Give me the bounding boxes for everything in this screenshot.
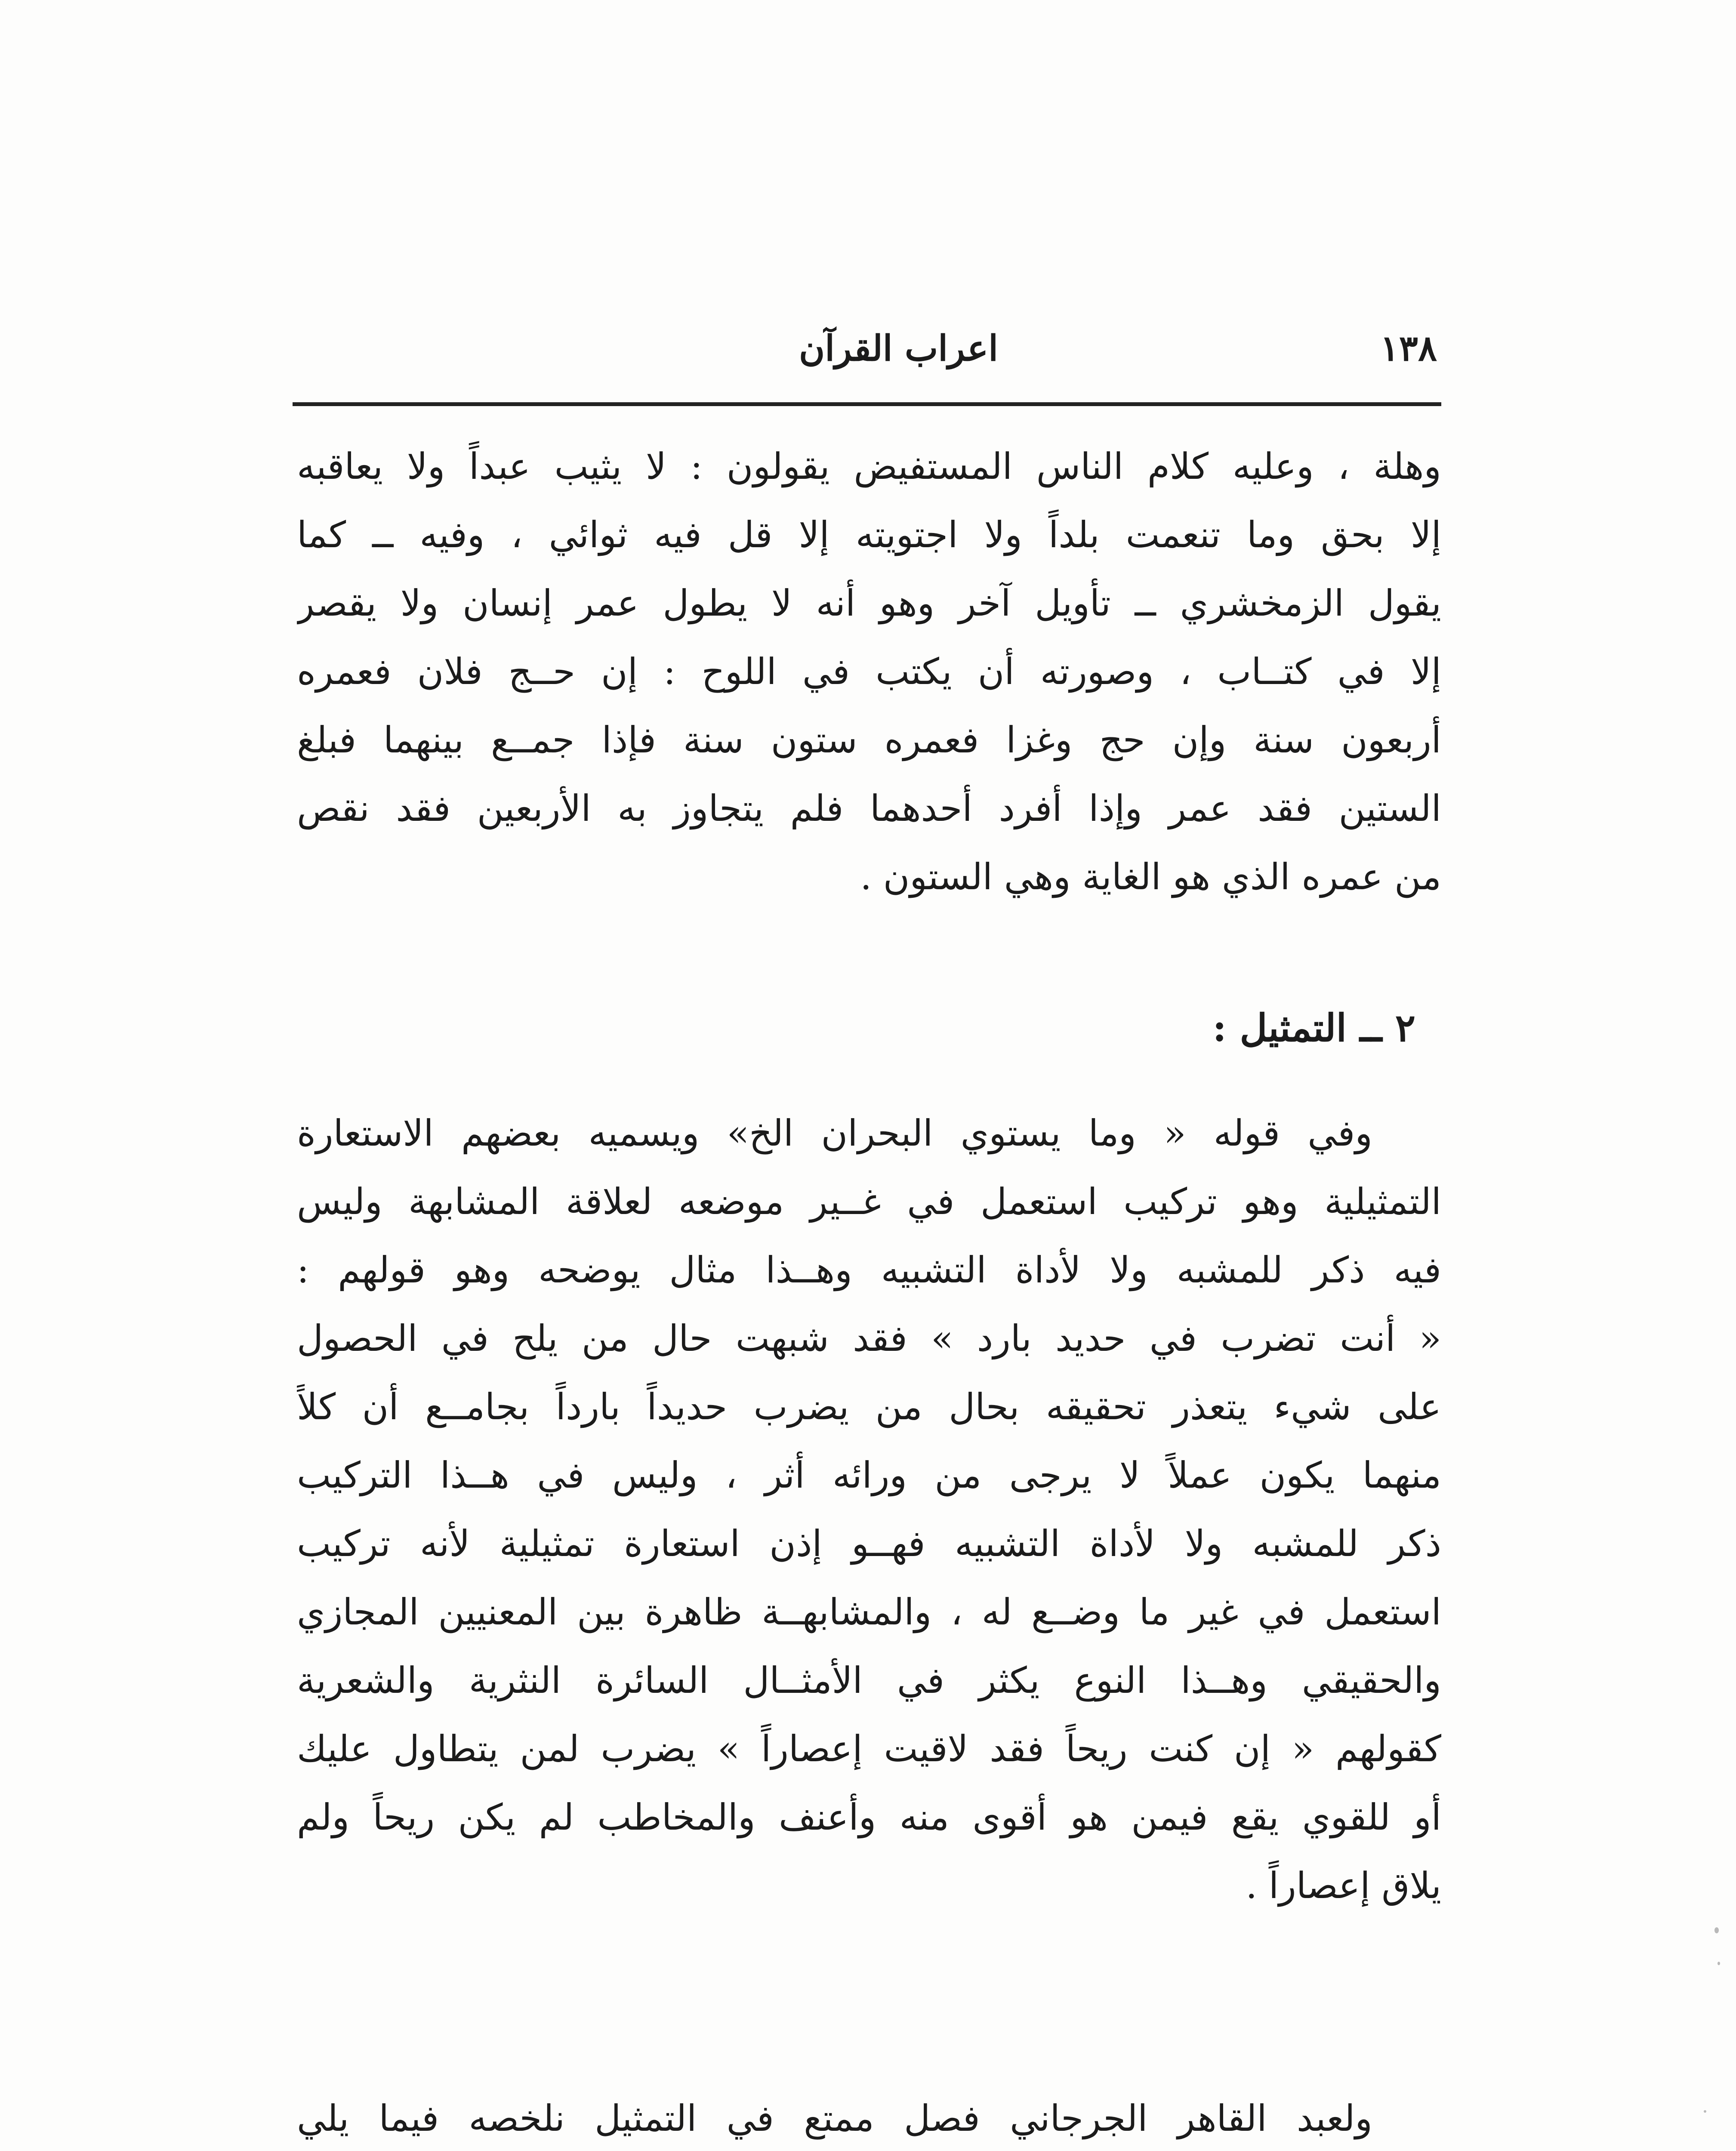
paragraph-1-line: إلا في كتــاب ، وصورته أن يكتب في اللوح : إن حــج فلان فعمره <box>297 650 1441 693</box>
paragraph-1-line: وهلة ، وعليه كلام الناس المستفيض يقولون : لا يثيب عبداً ولا يعاقبه <box>297 445 1441 487</box>
scan-speck <box>1704 2110 1706 2113</box>
paragraph-2-line: « أنت تضرب في حديد بارد » فقد شبهت حال من يلح في الحصول <box>297 1317 1441 1359</box>
paragraph-2-line: فيه ذكر للمشبه ولا لأداة التشبيه وهــذا مثال يوضحه وهو قولهم : <box>297 1249 1441 1291</box>
paragraph-2-line: كقولهم « إن كنت ريحاً فقد لاقيت إعصاراً » يضرب لمن يتطاول عليك <box>297 1728 1441 1770</box>
paragraph-2-line: ذكر للمشبه ولا لأداة التشبيه فهــو إذن استعارة تمثيلية لأنه تركيب <box>297 1522 1441 1565</box>
running-title: اعراب القرآن <box>799 328 998 369</box>
paragraph-2-line: يلاق إعصاراً . <box>1246 1864 1441 1907</box>
paragraph-2-line: والحقيقي وهــذا النوع يكثر في الأمثــال السائرة النثرية والشعرية <box>297 1659 1441 1701</box>
paragraph-3-line: ولعبد القاهر الجرجاني فصل ممتع في التمثيل نلخصه فيما يلي <box>297 2097 1372 2139</box>
header-rule <box>293 402 1441 406</box>
paragraph-2-line: وفي قوله « وما يستوي البحران الخ» ويسميه بعضهم الاستعارة <box>297 1112 1372 1154</box>
paragraph-1 <box>297 432 1441 911</box>
paragraph-2-line: التمثيلية وهو تركيب استعمل في غــير موضعه لعلاقة المشابهة وليس <box>297 1180 1441 1223</box>
paragraph-1-line: يقول الزمخشري ــ تأويل آخر وهو أنه لا يطول عمر إنسان ولا يقصر <box>297 582 1441 624</box>
page-header <box>293 318 1437 379</box>
paragraph-2-line: أو للقوي يقع فيمن هو أقوى منه وأعنف والمخاطب لم يكن ريحاً ولم <box>297 1796 1441 1838</box>
section-heading: ٢ ــ التمثيل : <box>1212 1005 1415 1050</box>
scan-speck <box>1714 1927 1719 1933</box>
paragraph-2-line: على شيء يتعذر تحقيقه بحال من يضرب حديداً بارداً بجامــع أن كلاً <box>297 1386 1441 1428</box>
paragraph-1-line: الستين فقد عمر وإذا أفرد أحدهما فلم يتجاوز به الأربعين فقد نقص <box>297 787 1441 829</box>
paragraph-1-line: إلا بحق وما تنعمت بلداً ولا اجتويته إلا قل فيه ثوائي ، وفيه ــ كما <box>297 514 1441 556</box>
paragraph-1-line: أربعون سنة وإن حج وغزا فعمره ستون سنة فإذا جمــع بينهما فبلغ <box>297 719 1441 761</box>
paragraph-2 <box>297 1099 1441 1920</box>
paragraph-2-line: منهما يكون عملاً لا يرجى من ورائه أثر ، وليس في هــذا التركيب <box>297 1454 1441 1496</box>
page-number: ١٣٨ <box>1380 328 1437 369</box>
scan-speck <box>1717 1962 1720 1965</box>
paragraph-2-line: استعمل في غير ما وضــع له ، والمشابهــة ظاهرة بين المعنيين المجازي <box>297 1591 1441 1633</box>
paragraph-1-line: من عمره الذي هو الغاية وهي الستون . <box>860 856 1441 898</box>
paragraph-3 <box>297 2084 1441 2151</box>
